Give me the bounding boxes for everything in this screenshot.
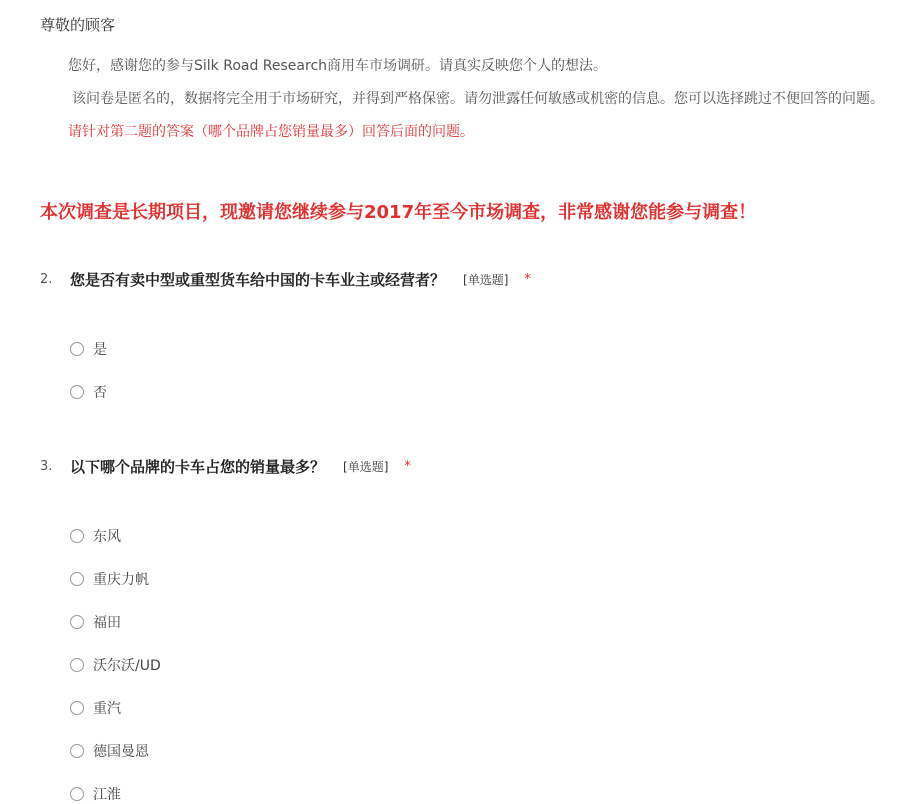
- option-no[interactable]: [70, 382, 107, 402]
- option-foton-radio[interactable]: [70, 615, 84, 629]
- option-foton[interactable]: [70, 612, 161, 632]
- option-yes[interactable]: [70, 339, 107, 359]
- intro-line-2: 该问卷是匿名的，数据将完全用于市场研究，并得到严格保密。请勿泄露任何敏感或机密的信息。您可以选择跳过不便回答的问题。: [72, 91, 884, 107]
- option-chongqing-lifan-label: 重庆力帆: [93, 572, 149, 588]
- question-2-type: [单选题]: [463, 272, 509, 287]
- option-man[interactable]: [70, 741, 161, 761]
- question-3-type: [单选题]: [343, 459, 389, 474]
- option-jac-label: 江淮: [93, 787, 121, 803]
- greeting: 尊敬的顾客: [40, 16, 116, 34]
- survey-notice: 本次调查是长期项目，现邀请您继续参与2017年至今市场调查，非常感谢您能参与调查！: [40, 202, 757, 223]
- option-no-label: 否: [93, 385, 107, 401]
- option-no-radio[interactable]: [70, 385, 84, 399]
- question-2-options: [70, 339, 107, 402]
- question-2-header: [40, 268, 531, 290]
- option-jac[interactable]: [70, 784, 161, 804]
- question-3-number: 3.: [40, 458, 53, 474]
- option-volvo-ud[interactable]: [70, 655, 161, 675]
- question-2-required-mark: *: [524, 271, 531, 287]
- question-2-number: 2.: [40, 271, 53, 287]
- option-chongqing-lifan-radio[interactable]: [70, 572, 84, 586]
- option-dongfeng[interactable]: [70, 526, 161, 546]
- option-sinotruk-label: 重汽: [93, 701, 121, 717]
- option-jac-radio[interactable]: [70, 787, 84, 801]
- option-foton-label: 福田: [93, 615, 121, 631]
- option-man-radio[interactable]: [70, 744, 84, 758]
- question-2-text: 您是否有卖中型或重型货车给中国的卡车业主或经营者？: [70, 270, 446, 289]
- option-dongfeng-label: 东风: [93, 529, 121, 545]
- intro-line-1: 您好，感谢您的参与Silk Road Research商用车市场调研。请真实反映您个人的想法。: [68, 58, 608, 74]
- option-volvo-ud-radio[interactable]: [70, 658, 84, 672]
- intro-instruction: 请针对第二题的答案（哪个品牌占您销量最多）回答后面的问题。: [68, 124, 474, 140]
- option-yes-label: 是: [93, 342, 107, 358]
- option-sinotruk[interactable]: [70, 698, 161, 718]
- option-chongqing-lifan[interactable]: [70, 569, 161, 589]
- question-3-text: 以下哪个品牌的卡车占您的销量最多？: [70, 457, 326, 476]
- question-3-required-mark: *: [404, 458, 411, 474]
- option-yes-radio[interactable]: [70, 342, 84, 356]
- option-man-label: 德国曼恩: [93, 744, 149, 760]
- option-dongfeng-radio[interactable]: [70, 529, 84, 543]
- question-3-options: [70, 526, 161, 804]
- option-volvo-ud-label: 沃尔沃/UD: [93, 658, 161, 674]
- question-3-header: [40, 455, 411, 477]
- option-sinotruk-radio[interactable]: [70, 701, 84, 715]
